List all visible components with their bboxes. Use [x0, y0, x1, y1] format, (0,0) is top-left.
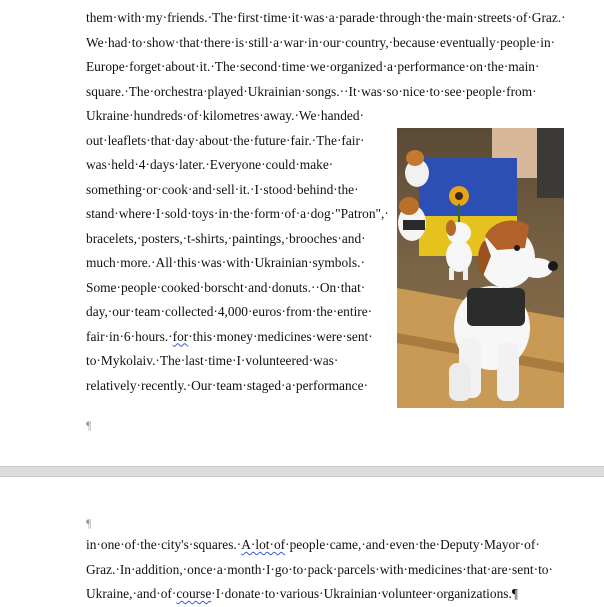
paragraph-line[interactable]: stand·where·I·sold·toys·in·the·form·of·a·dog·"Patron",·: [86, 206, 389, 221]
paragraph-line[interactable]: Graz.·In·addition,·once·a·month·I·go·to·pack·parcels·with·medicines·that·are·sent·to·: [86, 561, 553, 577]
paragraph-line[interactable]: much·more.·All·this·was·with·Ukrainian·symbols.·: [86, 255, 365, 270]
text-run: ·people·came,·and·even·the·Deputy·Mayor·of·: [285, 537, 540, 552]
page-break-gap: [0, 466, 604, 477]
paragraph-line[interactable]: was·held·4·days·later.·Everyone·could·make·: [86, 157, 334, 172]
text-run: in·one·of·the·city's·squares.·: [86, 537, 242, 552]
paragraph-line[interactable]: Ukraine·hundreds·of·kilometres·away.·We·handed·: [86, 108, 365, 123]
paragraph-line[interactable]: to·Mykolaiv.·The·last·time·I·volunteered·was·: [86, 353, 339, 368]
paragraph-line[interactable]: something·or·cook·and·sell·it.·I·stood·behind·the·: [86, 181, 359, 197]
spellcheck-flagged-phrase[interactable]: A·lot·of: [241, 537, 286, 552]
document-page-2: [0, 477, 604, 600]
paragraph-mark: ¶: [86, 516, 92, 530]
paragraph-mark: ¶: [86, 418, 92, 432]
inline-photo-patron-dog-toys[interactable]: [397, 128, 564, 408]
paragraph-line[interactable]: Some·people·cooked·borscht·and·donuts.··On·that·: [86, 279, 366, 295]
paragraph-line[interactable]: We·had·to·show·that·there·is·still·a·war·in·our·country,·because·eventually·people·in·: [86, 34, 556, 50]
paragraph-line[interactable]: [86, 533, 567, 558]
paragraph-line[interactable]: [86, 582, 567, 607]
text-run: Ukraine,·and·of·: [86, 586, 177, 601]
paragraph-line[interactable]: [86, 325, 387, 350]
spellcheck-flagged-word[interactable]: course: [176, 586, 212, 601]
paragraph-line[interactable]: relatively·recently.·Our·team·staged·a·performance·: [86, 377, 369, 393]
spellcheck-flagged-word[interactable]: for: [172, 328, 189, 344]
text-run: fair·in·6·hours.·: [86, 328, 173, 344]
paragraph-line[interactable]: day,·our·team·collected·4,000·euros·from·the·entire·: [86, 304, 373, 319]
paragraph-line[interactable]: Europe·forget·about·it.·The·second·time·we·organized·a·performance·on·the·main·: [86, 59, 540, 74]
text-run: ·this·money·medicines·were·sent·: [188, 328, 373, 344]
paragraph-line[interactable]: out·leaflets·that·day·about·the·future·fair.·The·fair·: [86, 132, 365, 148]
paragraph-line[interactable]: square.·The·orchestra·played·Ukrainian·songs.··It·was·so·nice·to·see·people·from·: [86, 83, 537, 99]
paragraph-line[interactable]: them·with·my·friends.·The·first·time·it·was·a·parade·through·the·main·streets·of·Graz.·: [86, 10, 566, 25]
text-run: ·I·donate·to·various·Ukrainian·volunteer·organizations.¶: [211, 586, 518, 601]
paragraph-line[interactable]: bracelets,·posters,·t-shirts,·paintings,·brooches·and·: [86, 230, 366, 246]
photo-illustration: [397, 128, 564, 408]
